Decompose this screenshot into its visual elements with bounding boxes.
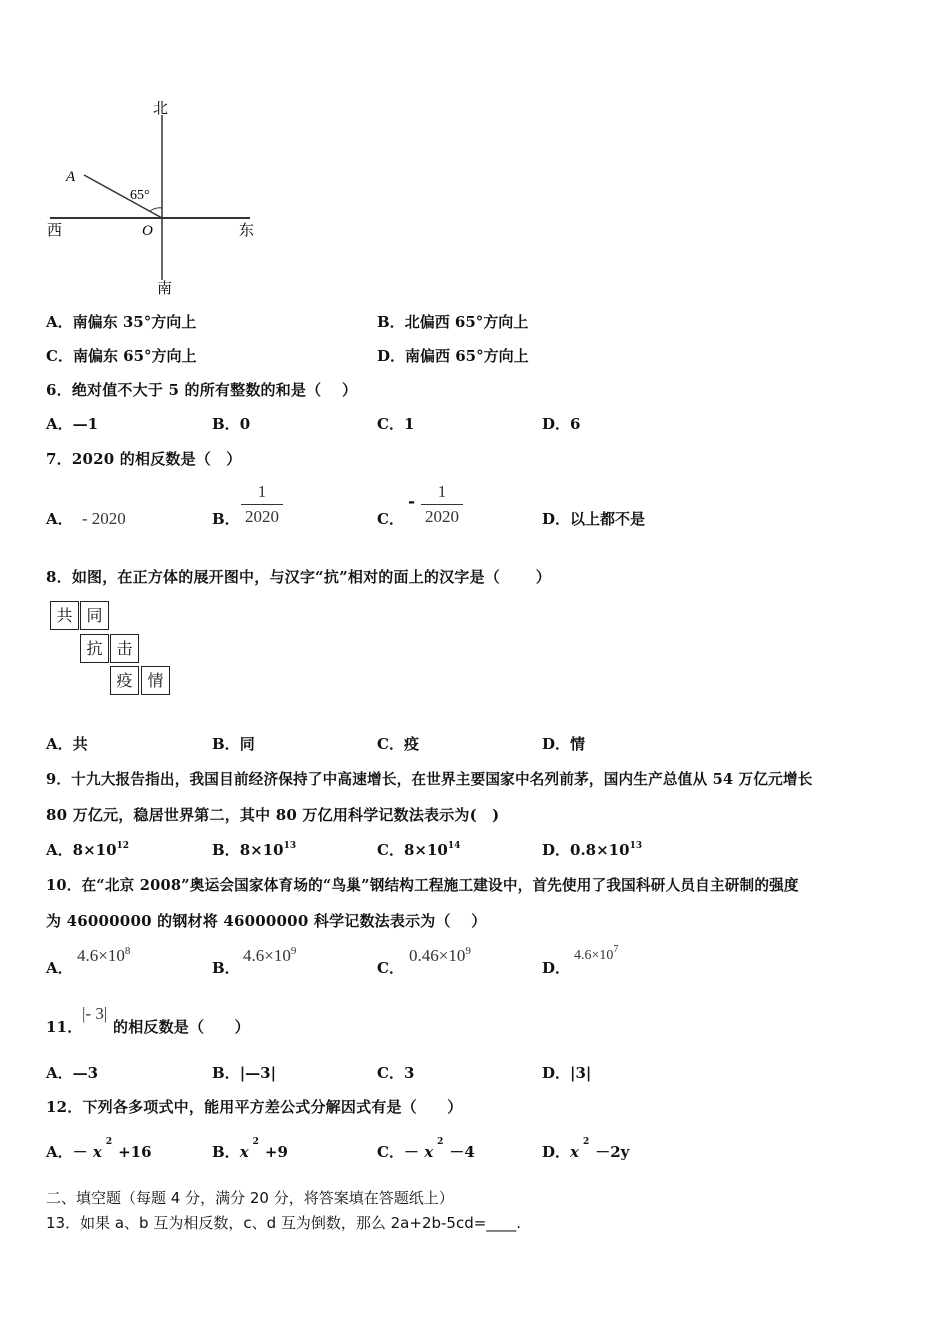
q7-option-a[interactable] <box>46 508 126 529</box>
q9-option-c[interactable] <box>377 839 460 860</box>
q12-option-d-letter: D． <box>542 1143 571 1161</box>
q8-option-a-letter: A． <box>46 735 73 753</box>
q12-option-d-var: x <box>570 1143 579 1161</box>
q11-option-d-letter: D． <box>542 1064 571 1082</box>
q9-option-b-exp: 13 <box>283 841 297 851</box>
q8-option-b[interactable] <box>212 733 255 754</box>
q8-stem: 8．如图，在正方体的展开图中，与汉字“抗”相对的面上的汉字是（ ） <box>46 568 551 586</box>
west-label: 西 <box>47 223 63 239</box>
q6-option-d[interactable] <box>542 413 580 434</box>
q7-option-d-letter: D． <box>542 510 571 528</box>
q8-option-a-text: 共 <box>72 735 88 753</box>
q12-option-c-pre: － <box>403 1143 419 1161</box>
south-label: 南 <box>157 281 173 297</box>
q6-option-d-text: 6 <box>570 415 581 433</box>
q11-option-b[interactable] <box>212 1062 276 1083</box>
q10-option-b-value <box>243 946 296 966</box>
q9-option-a-base: 8×10 <box>72 841 117 859</box>
q9-option-d-letter: D． <box>542 841 571 859</box>
q8-option-c[interactable] <box>377 733 419 754</box>
q7-option-c-sign: - <box>408 492 416 512</box>
q8-option-c-text: 疫 <box>403 735 419 753</box>
q12-option-c-post: －4 <box>449 1143 475 1161</box>
q9-option-d-base: 0.8×10 <box>570 841 630 859</box>
q9-option-b-letter: B． <box>212 841 240 859</box>
net-cell-gong: 共 <box>50 601 79 630</box>
q9-option-c-letter: C． <box>377 841 404 859</box>
angle-label: 65° <box>130 188 150 203</box>
q10-option-c-value <box>409 946 471 966</box>
q6-option-c[interactable] <box>377 413 414 434</box>
q10-stem-line2: 为 46000000 的钢材将 46000000 科学记数法表示为（ ） <box>46 912 487 930</box>
q9-stem-line2: 80 万亿元，稳居世界第二，其中 80 万亿用科学记数法表示为( ) <box>46 806 500 824</box>
section2-heading: 二、填空题（每题 4 分，满分 20 分，将答案填在答题纸上） <box>46 1189 454 1207</box>
q5-option-b-text: 北偏西 65°方向上 <box>404 313 529 331</box>
q5-option-c-letter: C． <box>46 347 73 365</box>
q9-option-d[interactable] <box>542 839 642 860</box>
q5-option-a-text: 南偏东 35°方向上 <box>72 313 197 331</box>
q11-suffix: 的相反数是（ ） <box>113 1018 250 1036</box>
q5-option-b-letter: B． <box>377 313 405 331</box>
q7-stem: 7．2020 的相反数是（ ） <box>46 450 242 468</box>
q5-option-a[interactable] <box>46 311 196 332</box>
q7-option-a-value: - 2020 <box>81 509 126 528</box>
q11-option-d-text: |3| <box>570 1064 592 1082</box>
q10-option-d-exp: 7 <box>613 944 619 955</box>
q5-option-d-letter: D． <box>377 347 406 365</box>
q9-stem-line1: 9．十九大报告指出，我国目前经济保持了中高速增长，在世界主要国家中名列前茅，国内生产总值从 54 万亿元增长 <box>46 771 813 788</box>
q12-option-c-letter: C． <box>377 1143 404 1161</box>
q9-option-c-exp: 14 <box>447 841 461 851</box>
q9-option-b[interactable] <box>212 839 296 860</box>
q10-option-c-base: 0.46×10 <box>409 946 466 965</box>
q12-stem: 12．下列各多项式中，能用平方差公式分解因式有是（ ） <box>46 1098 463 1116</box>
q5-option-d[interactable] <box>377 345 529 366</box>
q10-option-a-base: 4.6×10 <box>77 946 125 965</box>
q12-option-a-pre: － <box>72 1143 88 1161</box>
q12-option-d-post: －2y <box>595 1143 630 1161</box>
q6-option-a-text: —1 <box>72 415 99 433</box>
q11-abs-expr: |- 3| <box>82 1004 108 1023</box>
q11-option-b-text: |—3| <box>239 1064 277 1082</box>
q10-option-d-value <box>574 944 619 964</box>
net-cell-ji: 击 <box>110 634 139 663</box>
q6-option-c-letter: C． <box>377 415 404 433</box>
q11-option-a[interactable] <box>46 1062 98 1083</box>
q9-option-c-base: 8×10 <box>403 841 448 859</box>
q9-option-a[interactable] <box>46 839 129 860</box>
q6-option-a-letter: A． <box>46 415 73 433</box>
q9-option-d-exp: 13 <box>629 841 643 851</box>
q8-option-d-letter: D． <box>542 735 571 753</box>
q10-stem-line1: 10．在“北京 2008”奥运会国家体育场的“鸟巢”钢结构工程施工建设中，首先使用了我国科研人员自主研制的强度 <box>46 877 799 894</box>
q6-option-d-letter: D． <box>542 415 571 433</box>
q7-option-d-text: 以上都不是 <box>570 510 646 528</box>
q11-option-b-letter: B． <box>212 1064 240 1082</box>
q12-option-d-exp: 2 <box>582 1137 590 1147</box>
q7-option-c-letter[interactable]: C． <box>377 510 404 528</box>
q7-option-a-letter: A． <box>46 510 73 528</box>
q12-option-a-post: +16 <box>118 1143 152 1161</box>
q5-option-a-letter: A． <box>46 313 73 331</box>
q12-option-d[interactable] <box>542 1137 630 1162</box>
net-cell-kang: 抗 <box>80 634 109 663</box>
net-cell-tong: 同 <box>80 601 109 630</box>
q7-option-c-denominator: 2020 <box>425 507 459 526</box>
q12-option-b-letter: B． <box>212 1143 240 1161</box>
q11-option-d[interactable] <box>542 1062 591 1083</box>
q8-option-d[interactable] <box>542 733 585 754</box>
q8-option-d-text: 情 <box>570 735 586 753</box>
q9-option-a-exp: 12 <box>116 841 130 851</box>
q11-abs-inner: - 3 <box>85 1004 104 1023</box>
q10-option-d-base: 4.6×10 <box>574 948 614 963</box>
net-cell-qing: 情 <box>141 666 170 695</box>
q11-option-a-text: —3 <box>72 1064 99 1082</box>
q6-option-a[interactable] <box>46 413 98 434</box>
q9-option-a-letter: A． <box>46 841 73 859</box>
q10-option-b-letter[interactable]: B． <box>212 959 240 977</box>
q8-option-b-text: 同 <box>239 735 255 753</box>
q10-option-c-letter[interactable]: C． <box>377 959 404 977</box>
q8-option-b-letter: B． <box>212 735 240 753</box>
point-a-label: A <box>66 169 76 185</box>
q12-option-a-var: x <box>92 1143 102 1161</box>
q10-option-b-base: 4.6×10 <box>243 946 291 965</box>
q7-option-b-denominator: 2020 <box>245 507 279 526</box>
q11-option-c-text: 3 <box>403 1064 415 1082</box>
ray-oa <box>84 175 162 218</box>
angle-arc <box>150 208 162 211</box>
q8-option-c-letter: C． <box>377 735 404 753</box>
q12-option-a[interactable] <box>46 1137 152 1162</box>
q11-option-c[interactable] <box>377 1062 414 1083</box>
q12-option-a-exp: 2 <box>105 1137 113 1147</box>
net-cell-yi: 疫 <box>110 666 139 695</box>
q11-option-c-letter: C． <box>377 1064 404 1082</box>
q6-option-b[interactable] <box>212 413 250 434</box>
q12-option-c[interactable] <box>377 1137 475 1162</box>
q10-option-a-letter[interactable]: A． <box>46 959 73 977</box>
q6-option-c-text: 1 <box>403 415 415 433</box>
q10-option-c-exp: 9 <box>465 945 471 957</box>
q12-option-b-exp: 2 <box>252 1137 259 1147</box>
q11-prefix: 11． <box>46 1018 83 1036</box>
q12-option-c-exp: 2 <box>437 1137 444 1147</box>
q6-option-b-letter: B． <box>212 415 240 433</box>
q10-option-a-value <box>77 946 130 966</box>
q12-option-c-var: x <box>424 1143 434 1161</box>
q12-option-b-post: +9 <box>264 1143 288 1161</box>
q5-option-c[interactable] <box>46 345 197 366</box>
q7-option-b-numerator: 1 <box>241 482 283 505</box>
q11-option-a-letter: A． <box>46 1064 73 1082</box>
q8-option-a[interactable] <box>46 733 88 754</box>
q5-option-c-text: 南偏东 65°方向上 <box>72 347 197 365</box>
q7-option-b-letter[interactable]: B． <box>212 510 240 528</box>
compass-diagram <box>40 95 270 300</box>
origin-label: O <box>142 223 153 239</box>
q7-option-c-fraction <box>421 482 463 527</box>
q5-option-b[interactable] <box>377 311 528 332</box>
q13-stem: 13．如果 a、b 互为相反数，c、d 互为倒数，那么 2a+2b-5cd=____. <box>46 1214 522 1232</box>
q7-option-b-fraction <box>241 482 283 527</box>
q10-option-a-exp: 8 <box>124 945 131 957</box>
q10-option-d-letter[interactable]: D． <box>542 959 571 977</box>
east-label: 东 <box>239 223 255 239</box>
north-label: 北 <box>153 101 169 117</box>
q10-option-b-exp: 9 <box>290 945 297 957</box>
q12-option-b[interactable] <box>212 1137 288 1162</box>
q9-option-b-base: 8×10 <box>239 841 284 859</box>
q12-option-a-letter: A． <box>46 1143 73 1161</box>
q5-option-d-text: 南偏西 65°方向上 <box>405 347 529 365</box>
q12-option-b-var: x <box>239 1143 249 1161</box>
q7-option-d[interactable] <box>542 508 645 529</box>
q6-stem: 6．绝对值不大于 5 的所有整数的和是（ ） <box>46 381 358 399</box>
q7-option-c-numerator: 1 <box>421 482 463 505</box>
q6-option-b-text: 0 <box>239 415 251 433</box>
